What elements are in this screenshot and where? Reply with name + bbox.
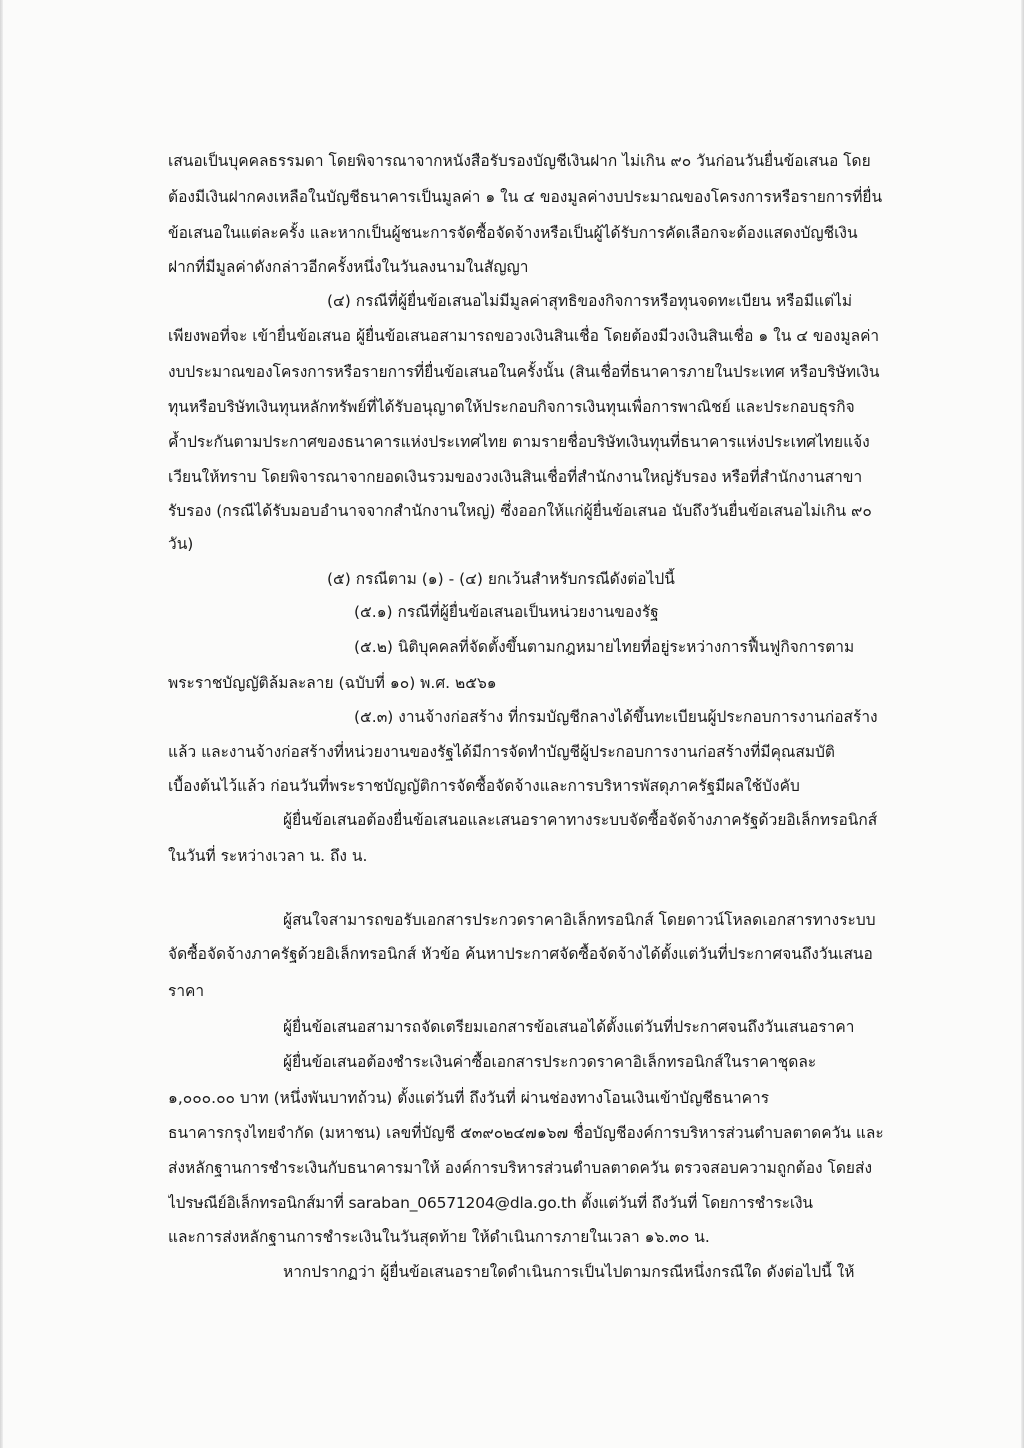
text-line: (๕.๓) งานจ้างก่อสร้าง ที่กรมบัญชีกลางได้ขึ้นทะเบียนผู้ประกอบการงานก่อสร้าง <box>354 708 878 726</box>
text-line: ผู้ยื่นข้อเสนอสามารถจัดเตรียมเอกสารข้อเสนอได้ตั้งแต่วันที่ประกาศจนถึงวันเสนอราคา <box>283 1018 855 1036</box>
text-line: ธนาคารกรุงไทยจำกัด (มหาชน) เลขที่บัญชี ๕๓๙๐๒๔๗๑๖๗ ชื่อบัญชีองค์การบริหารส่วนตำบลตาดควัน และ <box>168 1124 884 1142</box>
text-line: หากปรากฏว่า ผู้ยื่นข้อเสนอรายใดดำเนินการเป็นไปตามกรณีหนึ่งกรณีใด ดังต่อไปนี้ ให้ <box>283 1263 855 1281</box>
text-line: (๕) กรณีตาม (๑) - (๔) ยกเว้นสำหรับกรณีดังต่อไปนี้ <box>327 570 675 588</box>
text-line: และการส่งหลักฐานการชำระเงินในวันสุดท้าย ให้ดำเนินการภายในเวลา ๑๖.๓๐ น. <box>168 1228 710 1246</box>
text-line: ทุนหรือบริษัทเงินทุนหลักทรัพย์ที่ได้รับอนุญาตให้ประกอบกิจการเงินทุนเพื่อการพาณิชย์ และประกอบธุรกิจ <box>168 398 855 416</box>
text-line: จัดซื้อจัดจ้างภาครัฐด้วยอิเล็กทรอนิกส์ หัวข้อ ค้นหาประกาศจัดซื้อจัดจ้างได้ตั้งแต่วันที่ประกาศจนถึงวันเสนอ <box>168 945 873 963</box>
text-line: รับรอง (กรณีได้รับมอบอำนาจจากสำนักงานใหญ่) ซึ่งออกให้แก่ผู้ยื่นข้อเสนอ นับถึงวันยื่นข้อเสนอไม่เกิน ๙๐ <box>168 502 872 520</box>
text-line: พระราชบัญญัติล้มละลาย (ฉบับที่ ๑๐) พ.ศ. ๒๕๖๑ <box>168 674 497 692</box>
text-line: (๕.๑) กรณีที่ผู้ยื่นข้อเสนอเป็นหน่วยงานของรัฐ <box>354 603 659 621</box>
text-line: แล้ว และงานจ้างก่อสร้างที่หน่วยงานของรัฐได้มีการจัดทำบัญชีผู้ประกอบการงานก่อสร้างที่มีคุณสมบัติ <box>168 743 835 761</box>
text-line: ส่งหลักฐานการชำระเงินกับธนาคารมาให้ องค์การบริหารส่วนตำบลตาดควัน ตรวจสอบความถูกต้อง โดยส่ง <box>168 1159 873 1177</box>
text-line: ข้อเสนอในแต่ละครั้ง และหากเป็นผู้ชนะการจัดซื้อจัดจ้างหรือเป็นผู้ได้รับการคัดเลือกจะต้องแสดงบัญชีเงิน <box>168 224 858 242</box>
text-line: เวียนให้ทราบ โดยพิจารณาจากยอดเงินรวมของวงเงินสินเชื่อที่สำนักงานใหญ่รับรอง หรือที่สำนักงานสาขา <box>168 468 863 486</box>
text-line: ๑,๐๐๐.๐๐ บาท (หนึ่งพันบาทถ้วน) ตั้งแต่วันที่ ถึงวันที่ ผ่านช่องทางโอนเงินเข้าบัญชีธนาคาร <box>168 1089 770 1107</box>
text-line: เพียงพอที่จะ เข้ายื่นข้อเสนอ ผู้ยื่นข้อเสนอสามารถขอวงเงินสินเชื่อ โดยต้องมีวงเงินสินเชื่อ ๑ ใน ๔ ของมูลค่า <box>168 327 880 345</box>
text-line: ค้ำประกันตามประกาศของธนาคารแห่งประเทศไทย ตามรายชื่อบริษัทเงินทุนที่ธนาคารแห่งประเทศไทยแจ้ง <box>168 433 870 451</box>
text-line: ไปรษณีย์อิเล็กทรอนิกส์มาที่ saraban_06571204@dla.go.th ตั้งแต่วันที่ ถึงวันที่ โดยการชำระเงิน <box>168 1194 813 1212</box>
text-line: (๕.๒) นิติบุคคลที่จัดตั้งขึ้นตามกฎหมายไทยที่อยู่ระหว่างการฟื้นฟูกิจการตาม <box>354 638 855 656</box>
text-line: ผู้ยื่นข้อเสนอต้องชำระเงินค่าซื้อเอกสารประกวดราคาอิเล็กทรอนิกส์ในราคาชุดละ <box>283 1053 817 1071</box>
text-line: ต้องมีเงินฝากคงเหลือในบัญชีธนาคารเป็นมูลค่า ๑ ใน ๔ ของมูลค่างบประมาณของโครงการหรือรายการที่ยื่น <box>168 188 883 206</box>
text-line: ผู้ยื่นข้อเสนอต้องยื่นข้อเสนอและเสนอราคาทางระบบจัดซื้อจัดจ้างภาครัฐด้วยอิเล็กทรอนิกส์ <box>283 811 878 829</box>
text-line: (๔) กรณีที่ผู้ยื่นข้อเสนอไม่มีมูลค่าสุทธิของกิจการหรือทุนจดทะเบียน หรือมีแต่ไม่ <box>327 292 853 310</box>
text-line: เบื้องต้นไว้แล้ว ก่อนวันที่พระราชบัญญัติการจัดซื้อจัดจ้างและการบริหารพัสดุภาครัฐมีผลใช้บังคับ <box>168 777 800 795</box>
text-line: ในวันที่ ระหว่างเวลา น. ถึง น. <box>168 847 368 865</box>
text-line: งบประมาณของโครงการหรือรายการที่ยื่นข้อเสนอในครั้งนั้น (สินเชื่อที่ธนาคารภายในประเทศ หรือบริษัทเงิน <box>168 363 880 381</box>
text-line: ฝากที่มีมูลค่าดังกล่าวอีกครั้งหนึ่งในวันลงนามในสัญญา <box>168 258 529 276</box>
text-line: เสนอเป็นบุคคลธรรมดา โดยพิจารณาจากหนังสือรับรองบัญชีเงินฝาก ไม่เกิน ๙๐ วันก่อนวันยื่นข้อเสนอ โดย <box>168 152 871 170</box>
text-line: ราคา <box>168 982 205 1000</box>
text-line: ผู้สนใจสามารถขอรับเอกสารประกวดราคาอิเล็กทรอนิกส์ โดยดาวน์โหลดเอกสารทางระบบ <box>283 911 876 929</box>
text-line: วัน) <box>168 535 194 553</box>
